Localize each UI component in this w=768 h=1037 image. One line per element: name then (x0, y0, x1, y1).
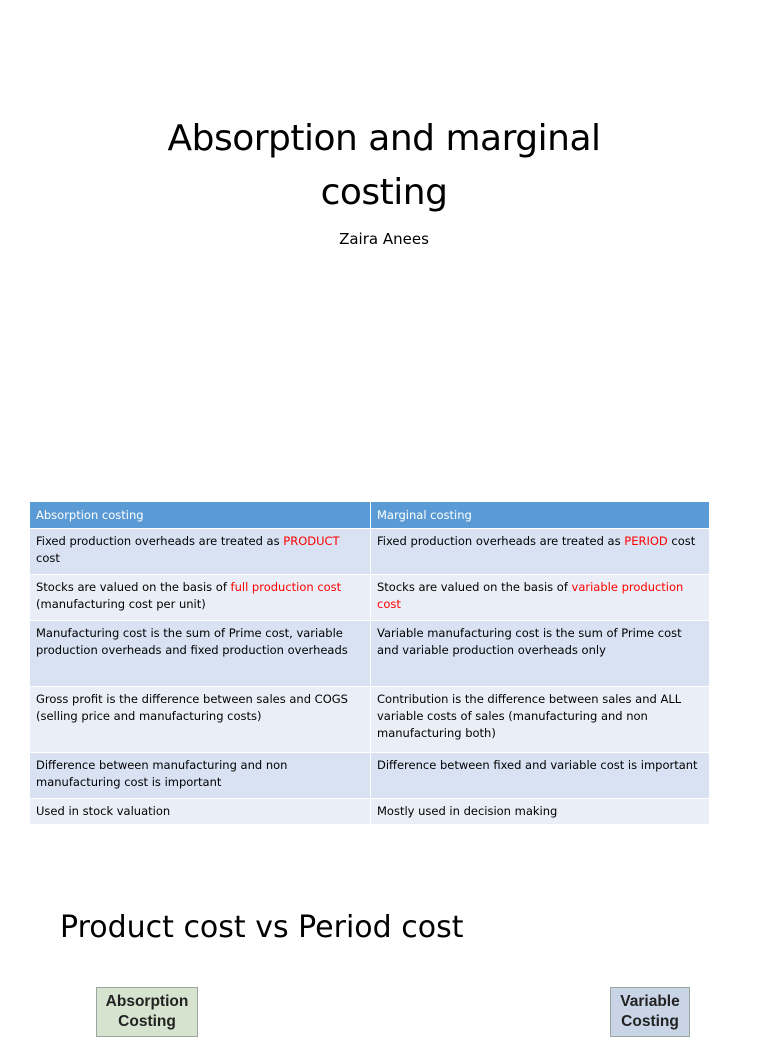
highlighted-text: PRODUCT (283, 534, 340, 548)
table-body (30, 529, 710, 825)
marginal-cell (371, 529, 710, 575)
cell-text: Manufacturing cost is the sum of Prime cost, variable production overheads and fixed production overheads (36, 626, 348, 657)
table-row (30, 753, 710, 799)
section-heading: Product cost vs Period cost (60, 910, 464, 945)
cell-text: Used in stock valuation (36, 804, 171, 818)
cell-text: Mostly used in decision making (377, 804, 558, 818)
cell-text: Stocks are valued on the basis of (36, 580, 231, 594)
marginal-cell (371, 753, 710, 799)
cell-text: (manufacturing cost per unit) (36, 597, 206, 611)
absorption-cell (30, 575, 371, 621)
table-row (30, 529, 710, 575)
table-row (30, 621, 710, 687)
cell-text: Difference between manufacturing and non manufacturing cost is important (36, 758, 288, 789)
cell-text: Contribution is the difference between sales and ALL variable costs of sales (manufacturing and non manufacturing both) (377, 692, 682, 740)
cell-text: cost (36, 551, 60, 565)
absorption-cell (30, 799, 371, 825)
marginal-cell (371, 687, 710, 753)
table-row (30, 799, 710, 825)
absorption-costing-box: Absorption Costing (96, 987, 198, 1037)
slide-title-line1: Absorption and marginal (167, 118, 601, 159)
marginal-cell (371, 799, 710, 825)
slide-title-line2: costing (320, 172, 448, 213)
comparison-table (30, 502, 710, 824)
absorption-cell (30, 529, 371, 575)
marginal-cell (371, 575, 710, 621)
cell-text: Gross profit is the difference between sales and COGS (selling price and manufacturing costs) (36, 692, 348, 723)
highlighted-text: PERIOD (624, 534, 668, 548)
cell-text: Difference between fixed and variable cost is important (377, 758, 698, 772)
cell-text: Fixed production overheads are treated as (377, 534, 625, 548)
absorption-cell (30, 687, 371, 753)
cell-text: Fixed production overheads are treated as (36, 534, 284, 548)
absorption-cell (30, 753, 371, 799)
slide-title (0, 112, 768, 220)
marginal-cell (371, 621, 710, 687)
cell-text: Variable manufacturing cost is the sum of Prime cost and variable production overheads only (377, 626, 682, 657)
cell-text: cost (667, 534, 696, 548)
table-row (30, 575, 710, 621)
header-absorption: Absorption costing (30, 502, 371, 529)
highlighted-text: variable production cost (377, 580, 684, 611)
cell-text: Stocks are valued on the basis of (377, 580, 572, 594)
highlighted-text: full production cost (230, 580, 342, 594)
author-name: Zaira Anees (339, 230, 429, 248)
variable-costing-box: Variable Costing (610, 987, 690, 1037)
table-row (30, 687, 710, 753)
header-marginal: Marginal costing (371, 502, 710, 529)
table-header-row (30, 502, 710, 529)
absorption-cell (30, 621, 371, 687)
